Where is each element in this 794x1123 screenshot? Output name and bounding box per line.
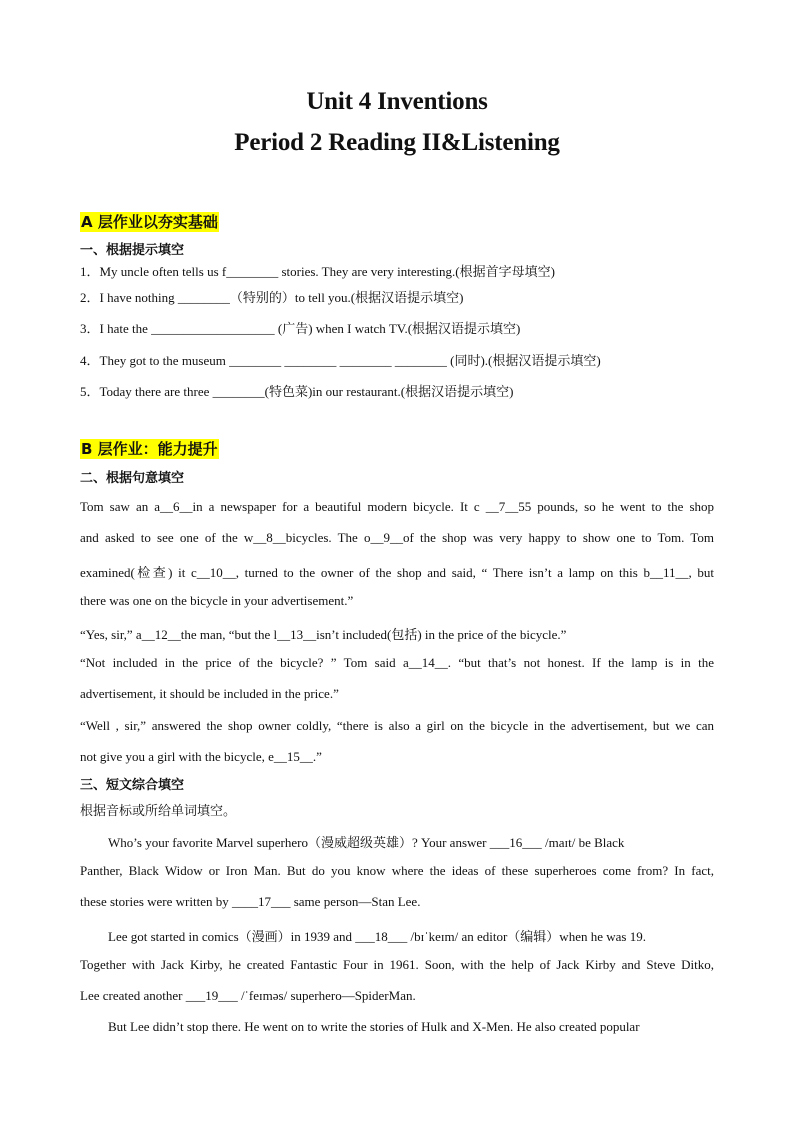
paragraph-line: Panther, Black Widow or Iron Man. But do you know where the ideas of these superheroes come from? In fact, [80, 863, 714, 878]
part3-instruction: 根据音标或所给单词填空。 [80, 803, 237, 818]
passage-line: examined(检查) it c__10__, turned to the owner of the shop and said, “ There isn’t a lamp on this b__11__, but [80, 565, 714, 580]
passage-line: “Not included in the price of the bicycle? ” Tom said a__14__. “but that’s not honest. If the lamp is in the [80, 655, 714, 670]
paragraph-line: these stories were written by ____17___ same person—Stan Lee. [80, 894, 421, 909]
document-subtitle: Period 2 Reading II&Listening [234, 129, 560, 156]
section-a-header: A 层作业以夯实基础 [81, 213, 218, 231]
passage-line: “Yes, sir,” a__12__the man, “but the l__13__isn’t included(包括) in the price of the bicycle.” [80, 627, 567, 642]
passage-line: advertisement, it should be included in the price.” [80, 686, 339, 701]
part1-title: 一、根据提示填空 [80, 243, 185, 258]
paragraph-line: Together with Jack Kirby, he created Fantastic Four in 1961. Soon, with the help of Jack Kirby and Steve Ditko, [80, 957, 714, 972]
paragraph-line: Lee got started in comics（漫画）in 1939 and ___18___ /bɪˈkeɪm/ an editor（编辑）when he was 19. [108, 929, 646, 944]
question-2: 2．I have nothing ________（特别的）to tell you.(根据汉语提示填空) [80, 290, 464, 305]
question-3: 3．I hate the ___________________ (广告) when I watch TV.(根据汉语提示填空) [80, 321, 521, 336]
paragraph-line: But Lee didn’t stop there. He went on to write the stories of Hulk and X-Men. He also created popular [108, 1019, 640, 1034]
part2-title: 二、根据句意填空 [80, 471, 185, 486]
question-5: 5．Today there are three ________(特色菜)in our restaurant.(根据汉语提示填空) [80, 384, 514, 399]
passage-line: not give you a girl with the bicycle, e__15__.” [80, 749, 322, 764]
passage-line: “Well , sir,” answered the shop owner coldly, “there is also a girl on the bicycle in the advertisement, but we can [80, 718, 714, 733]
paragraph-line: Who’s your favorite Marvel superhero（漫威超级英雄）? Your answer ___16___ /maɪt/ be Black [108, 835, 625, 850]
question-1: 1．My uncle often tells us f________ stories. They are very interesting.(根据首字母填空) [80, 264, 555, 279]
question-4: 4．They got to the museum ________ ________ ________ ________ (同时).(根据汉语提示填空) [80, 353, 601, 368]
passage-line: and asked to see one of the w__8__bicycles. The o__9__of the shop was very happy to show one to Tom. Tom [80, 530, 714, 545]
passage-line: there was one on the bicycle in your advertisement.” [80, 593, 354, 608]
document-title: Unit 4 Inventions [306, 88, 488, 115]
paragraph-line: Lee created another ___19___ /ˈfeɪməs/ superhero—SpiderMan. [80, 988, 416, 1003]
passage-line: Tom saw an a__6__in a newspaper for a beautiful modern bicycle. It c __7__55 pounds, so he went to the shop [80, 499, 714, 514]
part3-title: 三、短文综合填空 [80, 778, 185, 793]
section-b-header: B 层作业：能力提升 [81, 440, 218, 458]
